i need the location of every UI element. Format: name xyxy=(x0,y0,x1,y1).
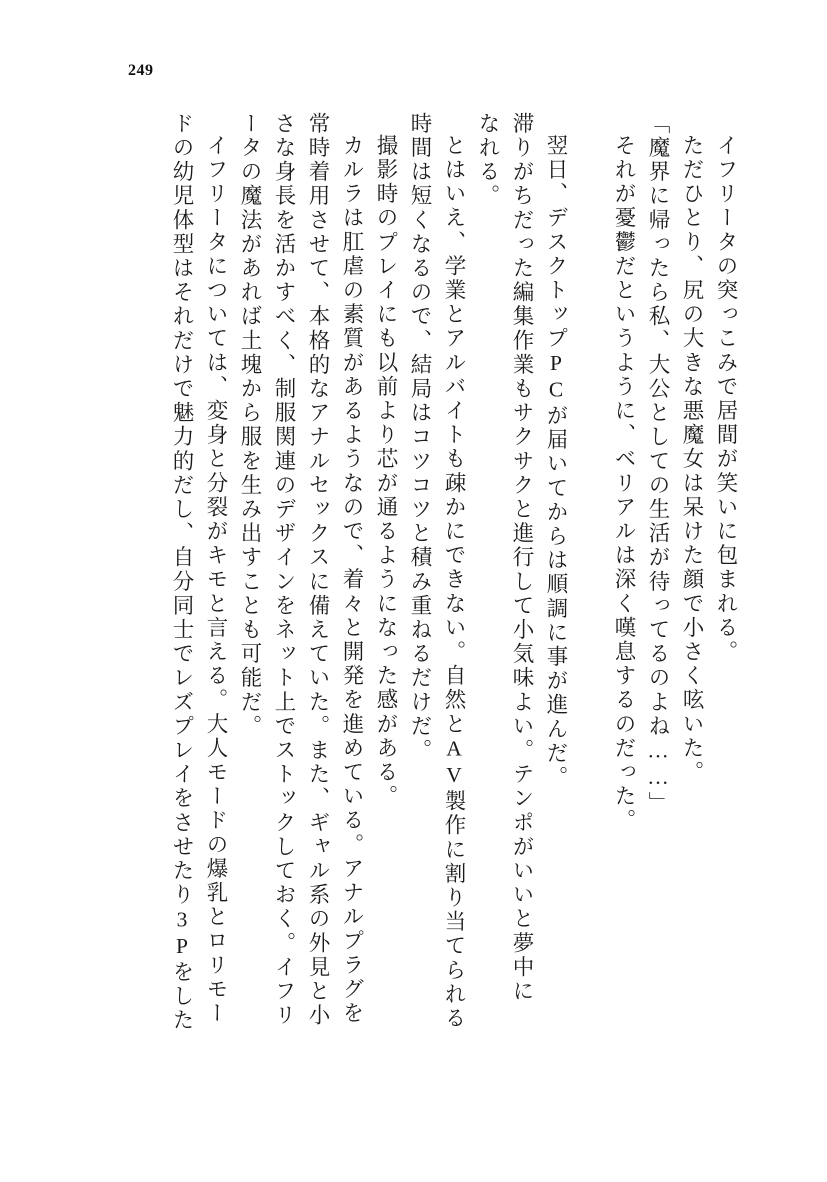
text-line: なれる。 xyxy=(476,112,500,209)
text-line: イフリータの突っこみで居間が笑いに包まれる。 xyxy=(714,134,738,665)
text-line: さな身長を活かすべく、制服関連のデザインをネット上でストックしておく。イフリ xyxy=(272,112,296,1028)
page-number: 249 xyxy=(128,62,154,79)
text-line: カルラは肛虐の素質があるようなので、着々と開発を進めている。アナルプラグを xyxy=(340,134,364,1026)
text-line xyxy=(566,112,600,1072)
vertical-text-block xyxy=(96,112,736,1072)
text-line: イフリータについては、変身と分裂がキモと言える。大人モードの爆乳とロリモー xyxy=(204,134,228,1026)
text-line: ただひとり、尻の大きな悪魔女は呆けた顔で小さく呟いた。 xyxy=(680,134,704,785)
text-line: それが憂鬱だというように、ベリアルは深く嘆息するのだった。 xyxy=(612,134,636,833)
text-line: 「魔界に帰ったら私、大公としての生活が待ってるのよね……」 xyxy=(646,112,670,816)
text-line: 翌日、デスクトップPCが届いてからは順調に事が進んだ。 xyxy=(544,134,568,790)
text-line: 撮影時のプレイにも以前より芯が通るようになった感がある。 xyxy=(374,134,398,809)
text-line: ータの魔法があれば土塊から服を生み出すことも可能だ。 xyxy=(238,112,262,739)
text-line: ドの幼児体型はそれだけで魅力的だし、自分同士でレズプレイをさせたり3Pをした xyxy=(170,112,194,1033)
text-line: 時間は短くなるので、結局はコツコツと積み重ねるだけだ。 xyxy=(408,112,432,763)
text-line: 常時着用させて、本格的なアナルセックスに備えていた。また、ギャル系の外見と小 xyxy=(306,112,330,1028)
text-line: 滞りがちだった編集作業もサクサクと進行して小気味よい。テンポがいいと夢中に xyxy=(510,112,534,1004)
text-line: とはいえ、学業とアルバイトも疎かにできない。自然とAV製作に割り当てられる xyxy=(442,134,466,1031)
